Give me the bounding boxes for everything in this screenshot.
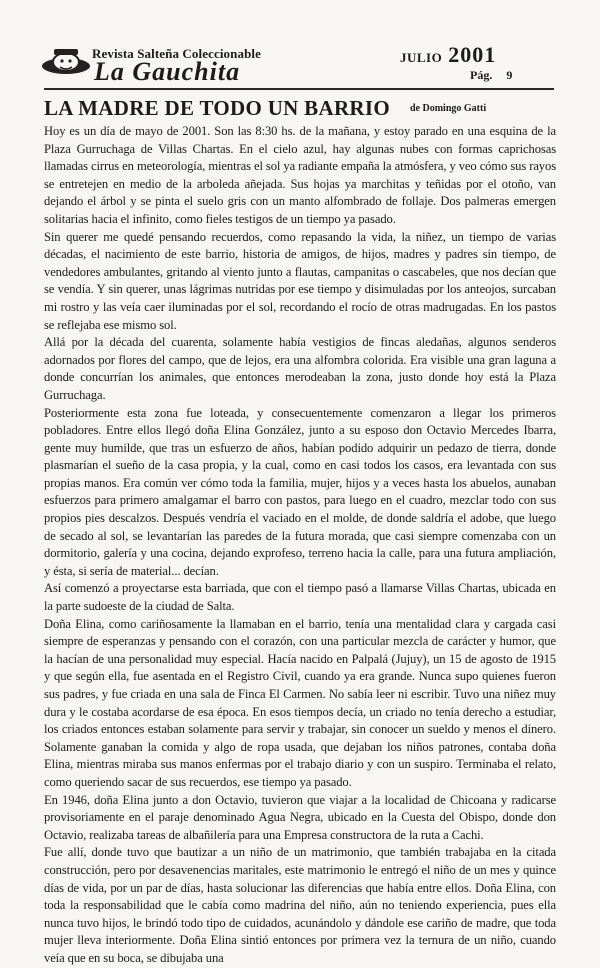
page-number-value: 9	[506, 68, 513, 82]
article-paragraph: Doña Elina, como cariñosamente la llamaban en el barrio, tenía una mentalidad clara y cargada casi siempre de esperanzas y pensando con el corazón, con una particular mezcla de carácter y humor, que la hacían de una personalidad muy especial. Hacía nacido en Palpalá (Jujuy), un 15 de agosto de 1915 y que según ella, fue asentada en el Registro Civil, cuando ya era grande. Nunca supo quienes fueron sus padres, y fue criada en una sala de Finca El Carmen. No sabía leer ni escribir. Tuvo una niñez muy dura y le costaba acordarse de esa época. En esos tiempos decía, un criado no tenía derecho a estudiar, los criados entonces estaban solamente para servir y trabajar, sin conocer un sueldo y menos el dinero. Solamente ganaban la comida y algo de ropa usada, que dejaban los niños patrones, contaba doña Elina, mientras miraba sus manos enfermas por el trabajo diario y con un suspiro. Terminaba el relato, como queriendo sacar de sus recuerdos, ese tiempo ya pasado.	[44, 616, 556, 789]
article-body	[44, 123, 556, 968]
page-number	[470, 68, 512, 83]
article-paragraph: Fue allí, donde tuvo que bautizar a un niño de un matrimonio, que también trabajaba en la citada construcción, pero por desavenencias maritales, este matrimonio le entregó el niño de un mes y quince días de vida, por un par de días, hasta solucionar las diferencias que había entre ellos. Doña Elina, con toda la responsabilidad que le cabía como madrina del niño, aún no teniendo experiencia, pues ella nunca tuvo hijos, le brindó todo tipo de cuidados, acunándolo y dándole ese cariño de madre, que toda mujer lleva interiormente. Doña Elina sintió entonces por primera vez la ternura de un niño, cuando veía que en su boca, se dibujaba una	[44, 845, 556, 965]
header-divider	[44, 88, 554, 90]
article-paragraph: Posteriormente esta zona fue loteada, y consecuentemente comenzaron a llegar los primeros pobladores. Entre ellos llegó doña Elina González, junto a su esposo don Octavio Mercedes Ibarra, gente muy humilde, que tras un esfuerzo de años, habían podido adquirir un pedazo de tierra, donde plasmarían el sueño de la casa propia, y la cual, como en casi todos los casos, era levantada con sus propias manos. Era común ver cómo toda la familia, mujer, hijos y a veces hasta los abuelos, aunaban esfuerzos para primero amalgamar el barro con pastos, para luego en el cuadro, mezclar todo con sus propios pies descalzos. Después vendría el vaciado en el molde, de donde saldría el adobe, que luego de secado al sol, se levantarían las paredes de la futura morada, que casi siempre comenzaba con un dormitorio, galería y una cocina, dejando exprofeso, terreno hacia la calle, para una futura ampliación, y ésta, si sería de material... decían.	[44, 405, 556, 578]
article-author: de Domingo Gatti	[410, 103, 487, 114]
article-title: LA MADRE DE TODO UN BARRIO	[44, 96, 390, 120]
gaucho-logo-icon	[40, 46, 92, 80]
magazine-brand: La Gauchita	[94, 57, 241, 86]
article-paragraph: Hoy es un día de mayo de 2001. Son las 8:30 hs. de la mañana, y estoy parado en una esquina de la Plaza Gurruchaga de Villas Chartas. En el cielo azul, hay algunas nubes con formas caprichosas llamadas cirrus en meteorología, mientras el sol ya radiante empaña la atmósfera, y veo cómo sus rayos se entretejen en medio de la arboleda añejada. Sus hojas ya marchitas y teñidas por el otoño, van dejando el árbol y se pinta el suelo gris con un manto alfombrado de follaje. Dos palmeras emergen solitarias hacia el infinito, como fieles testigos de un tiempo ya pasado.	[44, 124, 556, 226]
magazine-subtitle: Revista Salteña Coleccionable	[92, 46, 261, 61]
issue-year: 2001	[448, 42, 497, 67]
article-paragraph: En 1946, doña Elina junto a don Octavio, tuvieron que viajar a la localidad de Chicoana y radicarse provisoriamente en el paraje denominado Agua Negra, ubicado en la Cuesta del Obispo, donde don Octavio, realizaba tareas de albañilería para una Empresa constructora de la ruta a Cachi.	[44, 792, 556, 842]
article-paragraph: Allá por la década del cuarenta, solamente había vestigios de fincas aledañas, algunos senderos adornados por flores del campo, que de lejos, era una alfombra colorida. Era visible una gran laguna a donde concurrían los animales, que entonces merodeaban la zona, justo donde hoy está la Plaza Gurruchaga.	[44, 335, 556, 402]
issue-month: JULIO	[400, 50, 443, 65]
issue-date	[400, 42, 496, 68]
article-paragraph: Sin querer me quedé pensando recuerdos, como repasando la vida, la niñez, un tiempo de varias décadas, el nacimiento de este barrio, historia de amigos, de hijos, madres y padres sin tiempo, de vendedores ambulantes, gritando al viento junto a flautas, campanitas o cascabeles, que nos decían que se vendía. Y sin querer, unas lágrimas nutridas por ese tiempo y disimuladas por los anteojos, surcaban mi rostro y las veía caer iluminadas por el sol, recordando el rocío de otras madrugadas. En los pastos se reflejaba ese mismo sol.	[44, 229, 556, 332]
article-paragraph: Así comenzó a proyectarse esta barriada, que con el tiempo pasó a llamarse Villas Chartas, ubicada en la parte sudoeste de la ciudad de Salta.	[44, 581, 556, 614]
page-label: Pág.	[470, 68, 493, 82]
